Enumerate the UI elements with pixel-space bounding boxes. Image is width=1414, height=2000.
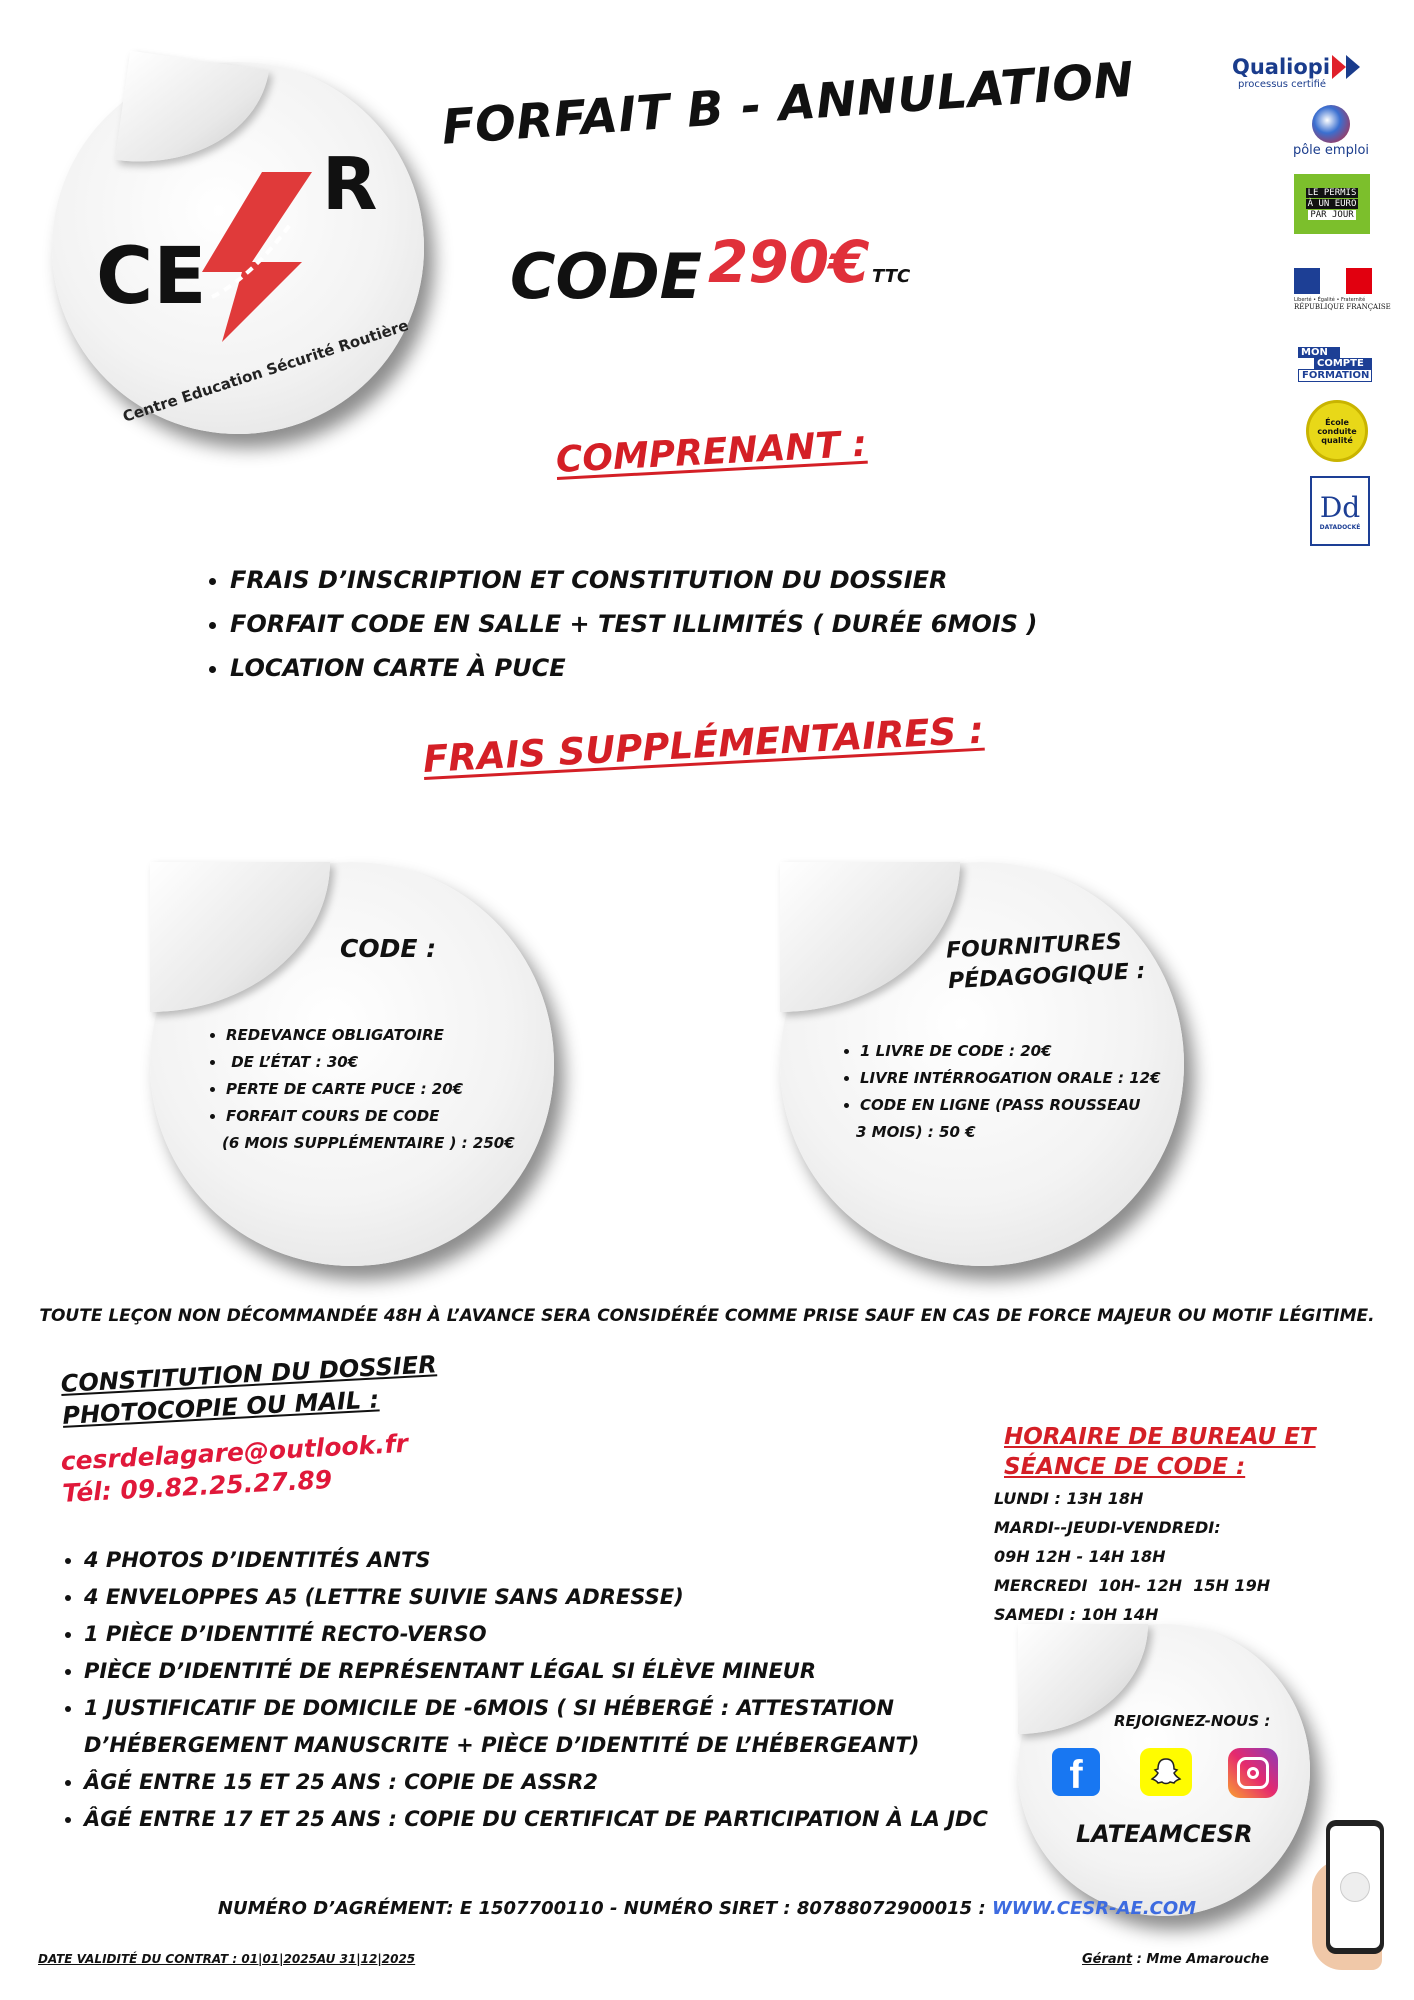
frais-title: FRAIS SUPPLÉMENTAIRES :	[422, 708, 985, 781]
mcf-line-3: FORMATION	[1298, 369, 1372, 382]
republique-francaise-logo	[1294, 264, 1391, 314]
hours-title-line-2: SÉANCE DE CODE :	[1004, 1454, 1246, 1480]
dossier-item: • 4 ENVELOPPES A5 (LETTRE SUIVIE SANS ADRESSE)	[84, 1579, 988, 1616]
permis-line-2: À UN EURO	[1307, 199, 1357, 209]
dossier-item	[84, 1690, 988, 1764]
dossier-item: • ÂGÉ ENTRE 15 ET 25 ANS : COPIE DE ASSR2	[84, 1764, 988, 1801]
ecole-line-1: École	[1325, 417, 1349, 427]
dossier-contact	[60, 1428, 410, 1510]
code-fees-sticker	[150, 862, 554, 1266]
datadock-logo	[1310, 476, 1370, 546]
fournitures-sticker	[780, 862, 1184, 1266]
pole-emploi-label: pôle emploi	[1292, 142, 1370, 158]
pole-emploi-icon	[1312, 105, 1350, 143]
qualiopi-logo	[1232, 50, 1372, 94]
dossier-title-line-2: PHOTOCOPIE OU MAIL :	[61, 1385, 380, 1430]
fournitures-item: • LIVRE INTÉRROGATION ORALE : 12€	[860, 1065, 1161, 1092]
ecole-line-3: qualité	[1321, 435, 1353, 445]
comprenant-title: COMPRENANT :	[555, 423, 868, 481]
manager	[1082, 1952, 1269, 1967]
dossier-item: • 1 PIÈCE D’IDENTITÉ RECTO-VERSO	[84, 1616, 988, 1653]
hours-line: LUNDI : 13H 18H	[994, 1489, 1144, 1508]
hours-list	[994, 1484, 1270, 1629]
dossier-item-text: 1 JUSTIFICATIF DE DOMICILE DE -6MOIS ( SI HÉBERGÉ : ATTESTATION	[84, 1696, 894, 1720]
code-fees-title: CODE :	[340, 934, 437, 963]
logo-letters-right: R	[322, 142, 378, 226]
hours-line: MERCREDI 10H- 12H 15H 19H	[994, 1576, 1271, 1595]
code-fees-list	[204, 1022, 515, 1157]
facebook-icon[interactable]: f	[1052, 1748, 1100, 1796]
dossier-title-line-1: CONSTITUTION DU DOSSIER	[60, 1350, 438, 1398]
fournitures-title-1: FOURNITURES	[945, 929, 1123, 964]
fournitures-item: • CODE EN LIGNE (PASS ROUSSEAU	[860, 1092, 1161, 1119]
permis-line-1: LE PERMIS	[1307, 188, 1357, 198]
datadock-mark: Dd	[1319, 491, 1361, 524]
comprenant-list	[200, 558, 1037, 690]
dossier-item: • PIÈCE D’IDENTITÉ DE REPRÉSENTANT LÉGAL SI ÉLÈVE MINEUR	[84, 1653, 988, 1690]
qualiopi-name: Qualiopi	[1232, 54, 1331, 79]
mcf-line-2: COMPTE	[1314, 358, 1372, 369]
website-link[interactable]: WWW.CESR-AE.COM	[991, 1898, 1197, 1919]
code-fee-extra: (6 MOIS SUPPLÉMENTAIRE ) : 250€	[222, 1134, 515, 1152]
code-fee-item: • FORFAIT COURS DE CODE	[226, 1103, 515, 1130]
dossier-list	[58, 1542, 988, 1838]
code-label: CODE	[510, 240, 703, 313]
footer-agrement: NUMÉRO D’AGRÉMENT: E 1507700110 - NUMÉRO SIRET : 80788072900015 :	[217, 1898, 992, 1919]
qualiopi-arrow2-icon	[1346, 55, 1360, 79]
fournitures-list	[838, 1038, 1161, 1146]
fournitures-item: • 1 LIVRE DE CODE : 20€	[860, 1038, 1161, 1065]
price: 290€	[708, 228, 870, 296]
logo-tagline: Centre Education Sécurité Routière	[120, 316, 411, 426]
contact-phone[interactable]: Tél: 09.82.25.27.89	[61, 1464, 333, 1508]
rf-motto: Liberté • Égalité • Fraternité	[1294, 296, 1366, 303]
mon-compte-formation-logo	[1298, 346, 1372, 382]
snapchat-icon[interactable]	[1140, 1748, 1192, 1796]
cancellation-notice: TOUTE LEÇON NON DÉCOMMANDÉE 48H À L’AVANCE SERA CONSIDÉRÉE COMME PRISE SAUF EN CAS DE FORCE MAJEUR OU MOTIF LÉGITIME.	[39, 1306, 1375, 1326]
manager-value: : Mme Amarouche	[1132, 1952, 1269, 1967]
permis-un-euro-logo	[1294, 174, 1370, 234]
manager-label: Gérant	[1082, 1952, 1133, 1967]
fournitures-extra: 3 MOIS) : 50 €	[856, 1123, 976, 1141]
cesr-logo-sticker	[52, 62, 424, 434]
contact-email[interactable]: cesrdelagare@outlook.fr	[60, 1428, 409, 1476]
footer-registration	[0, 1898, 1414, 1919]
permis-line-3: PAR JOUR	[1310, 210, 1354, 220]
qualiopi-sub: processus certifié	[1238, 78, 1327, 90]
dossier-title	[60, 1348, 439, 1432]
pole-emploi-logo	[1286, 100, 1376, 162]
hours-title	[1004, 1422, 1316, 1482]
price-ttc: TTC	[872, 266, 911, 287]
hand-phone-illustration	[1308, 1820, 1400, 1970]
hours-line: SAMEDI : 10H 14H	[994, 1605, 1159, 1624]
logo-letters-left: CE	[96, 232, 207, 322]
ecole-conduite-qualite-logo	[1306, 400, 1368, 462]
page-title: FORFAIT B - ANNULATION	[440, 51, 1136, 156]
dossier-item: • ÂGÉ ENTRE 17 ET 25 ANS : COPIE DU CERTIFICAT DE PARTICIPATION À LA JDC	[84, 1801, 988, 1838]
social-handle: LATEAMCESR	[1076, 1820, 1253, 1848]
hours-line: MARDI--JEUDI-VENDREDI:	[994, 1518, 1221, 1537]
dossier-item-continuation: D’HÉBERGEMENT MANUSCRITE + PIÈCE D’IDENTITÉ DE L’HÉBERGEANT)	[84, 1733, 920, 1757]
dossier-item: • 4 PHOTOS D’IDENTITÉS ANTS	[84, 1542, 988, 1579]
code-fee-item: • PERTE DE CARTE PUCE : 20€	[226, 1076, 515, 1103]
code-fee-item: • REDEVANCE OBLIGATOIRE	[226, 1022, 515, 1049]
datadock-label: DATADOCKÉ	[1319, 524, 1361, 531]
comprenant-item: • FRAIS D’INSCRIPTION ET CONSTITUTION DU DOSSIER	[230, 558, 1037, 602]
qualiopi-arrow-icon	[1332, 55, 1346, 79]
fournitures-title-2: PÉDAGOGIQUE :	[947, 958, 1147, 995]
comprenant-item: • LOCATION CARTE À PUCE	[230, 646, 1037, 690]
ecole-line-2: conduite	[1317, 426, 1357, 436]
social-sticker	[1018, 1624, 1310, 1916]
mcf-line-1: MON	[1298, 347, 1340, 358]
code-fee-item: • DE L’ÉTAT : 30€	[226, 1049, 515, 1076]
hours-line: 09H 12H - 14H 18H	[994, 1547, 1166, 1566]
rf-name: RÉPUBLIQUE FRANÇAISE	[1294, 302, 1391, 311]
hours-title-line-1: HORAIRE DE BUREAU ET	[1004, 1424, 1316, 1450]
comprenant-item: • FORFAIT CODE EN SALLE + TEST ILLIMITÉS ( DURÉE 6MOIS )	[230, 602, 1037, 646]
social-title: REJOIGNEZ-NOUS :	[1114, 1712, 1271, 1730]
instagram-icon[interactable]	[1228, 1748, 1278, 1798]
contract-validity: DATE VALIDITÉ DU CONTRAT : 01|01|2025AU 31|12|2025	[38, 1952, 416, 1966]
